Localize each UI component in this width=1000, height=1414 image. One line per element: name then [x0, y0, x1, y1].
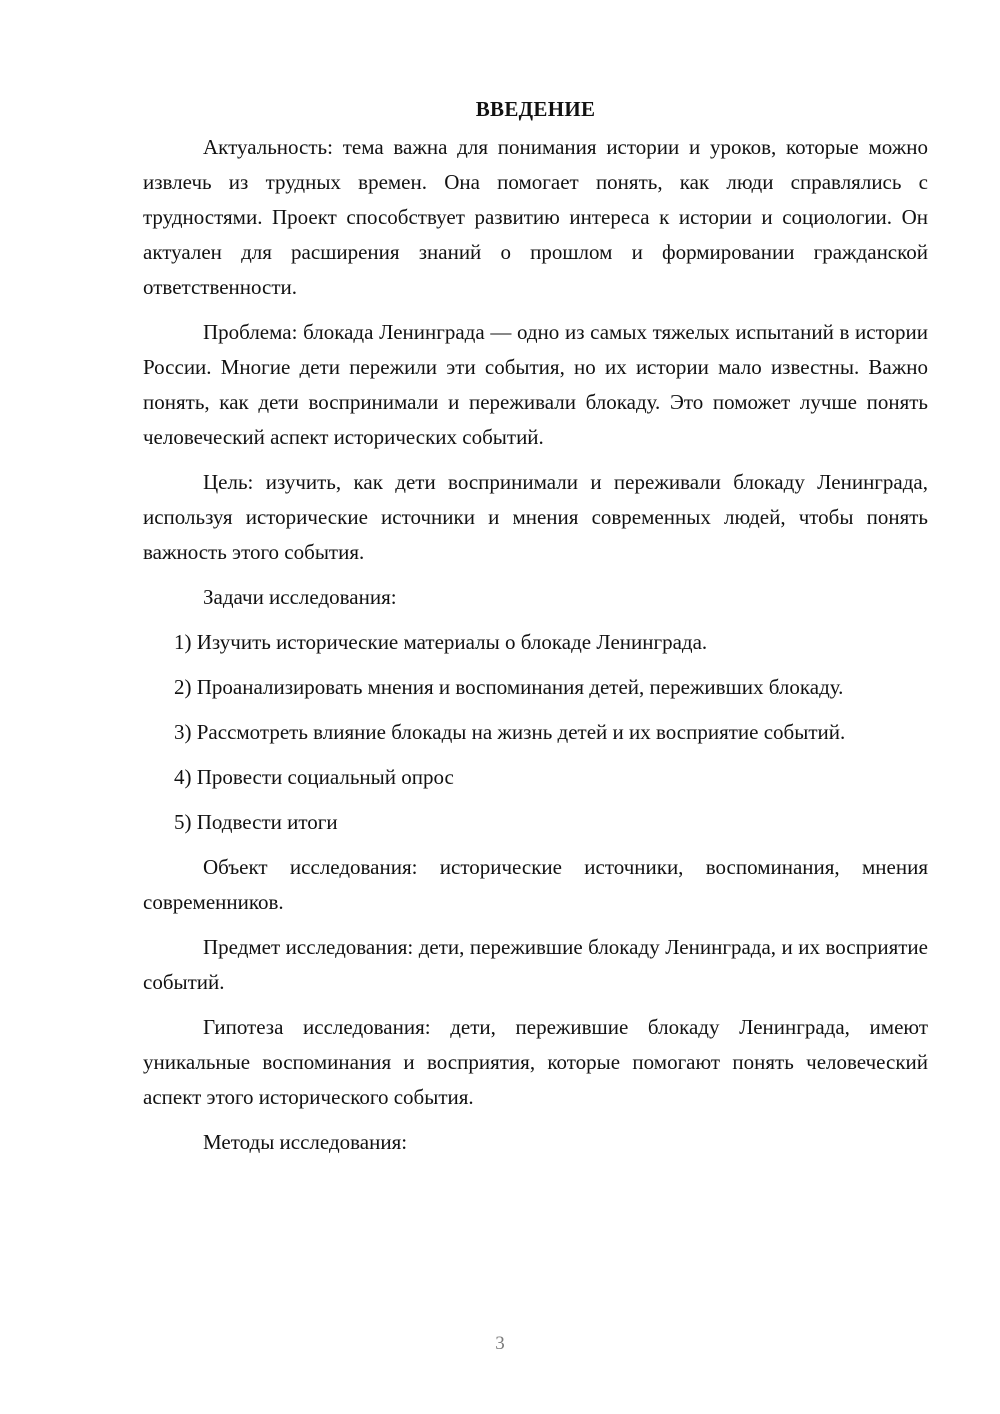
paragraph-problem: Проблема: блокада Ленинграда — одно из самых тяжелых испытаний в истории России. Многие дети пережили эти события, но их истории мало известны. Важно понять, как дети воспринимали и переживали блокаду. Это поможет лучше понять человеческий аспект исторических событий.	[143, 320, 928, 449]
task-item-5: 5) Подвести итоги	[174, 810, 338, 834]
task-item-4: 4) Провести социальный опрос	[174, 765, 454, 789]
paragraph-hypothesis: Гипотеза исследования: дети, пережившие блокаду Ленинграда, имеют уникальные воспоминания и восприятия, которые помогают понять человеческий аспект этого исторического события.	[143, 1015, 928, 1109]
paragraph-relevance: Актуальность: тема важна для понимания истории и уроков, которые можно извлечь из трудных времен. Она помогает понять, как люди справлялись с трудностями. Проект способствует развитию интереса к истории и социологии. Он актуален для расширения знаний о прошлом и формировании гражданской ответственности.	[143, 135, 928, 299]
task-item-2: 2) Проанализировать мнения и воспоминания детей, переживших блокаду.	[174, 675, 844, 699]
task-item-1: 1) Изучить исторические материалы о блокаде Ленинграда.	[174, 630, 708, 654]
paragraph-methods: Методы исследования:	[203, 1130, 408, 1154]
paragraph-object: Объект исследования: исторические источники, воспоминания, мнения современников.	[143, 855, 928, 914]
paragraph-goal: Цель: изучить, как дети воспринимали и переживали блокаду Ленинграда, используя исторические источники и мнения современных людей, чтобы понять важность этого события.	[143, 470, 928, 564]
paragraph-subject: Предмет исследования: дети, пережившие блокаду Ленинграда, и их восприятие событий.	[143, 935, 928, 994]
document-page	[143, 92, 928, 1170]
page-number: 3	[495, 1333, 505, 1354]
section-title: ВВЕДЕНИЕ	[475, 97, 596, 121]
paragraph-tasks-heading: Задачи исследования:	[203, 585, 397, 609]
task-item-3: 3) Рассмотреть влияние блокады на жизнь детей и их восприятие событий.	[174, 720, 846, 744]
